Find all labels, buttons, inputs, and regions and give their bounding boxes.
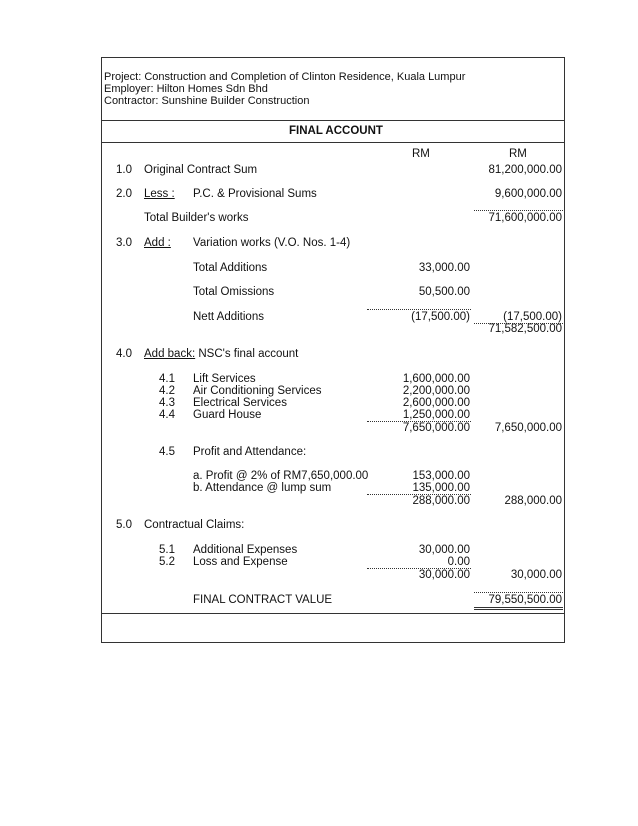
total-col2: 7,650,000.00 — [494, 422, 562, 434]
item-label: Nett Additions — [193, 311, 264, 323]
sub-number: 4.5 — [159, 446, 175, 458]
amount-col1: 33,000.00 — [418, 262, 470, 274]
amount-col1: 2,200,000.00 — [402, 385, 470, 397]
item-label: P.C. & Provisional Sums — [193, 188, 317, 200]
amount-col2: 9,600,000.00 — [494, 188, 562, 200]
double-rule — [474, 607, 563, 610]
sub-label: Lift Services — [193, 373, 256, 385]
amount-col1: 50,500.00 — [418, 286, 470, 298]
item-number: 5.0 — [116, 519, 132, 531]
dotted-rule — [474, 592, 563, 593]
amount-col1: 135,000.00 — [412, 482, 470, 494]
header-divider — [101, 120, 565, 121]
item-label: Total Builder's works — [144, 212, 249, 224]
subtotal-col2: 71,582,500.00 — [488, 323, 562, 335]
amount-col2: (17,500.00) — [503, 311, 562, 323]
sub-label: a. Profit @ 2% of RM7,650,000.00 — [193, 470, 369, 482]
amount-col2: 71,600,000.00 — [488, 212, 562, 224]
item-lead: Less : — [144, 188, 175, 200]
currency-col1: RM — [412, 148, 430, 160]
total-col1: 7,650,000.00 — [402, 422, 470, 434]
currency-col2: RM — [509, 148, 527, 160]
sub-label: Air Conditioning Services — [193, 385, 322, 397]
item-label — [144, 348, 298, 360]
sub-label: Electrical Services — [193, 397, 287, 409]
total-col2: 30,000.00 — [510, 569, 562, 581]
sub-number: 4.2 — [159, 385, 175, 397]
item-number: 3.0 — [116, 237, 132, 249]
page-title: FINAL ACCOUNT — [289, 125, 383, 137]
amount-col1: 0.00 — [447, 556, 470, 568]
dotted-rule — [474, 210, 563, 211]
sub-label: b. Attendance @ lump sum — [193, 482, 332, 494]
final-label: FINAL CONTRACT VALUE — [193, 594, 333, 606]
amount-col1: (17,500.00) — [411, 311, 470, 323]
item-label: Original Contract Sum — [144, 164, 258, 176]
amount-col1: 153,000.00 — [412, 470, 470, 482]
dotted-rule — [367, 309, 471, 310]
item-label: Variation works (V.O. Nos. 1-4) — [193, 237, 351, 249]
final-amount: 79,550,500.00 — [488, 594, 562, 606]
sub-number: 5.2 — [159, 556, 175, 568]
item-number: 4.0 — [116, 348, 132, 360]
amount-col1: 30,000.00 — [418, 544, 470, 556]
amount-col1: 1,250,000.00 — [402, 409, 470, 421]
item-number: 2.0 — [116, 188, 132, 200]
sub-label: Additional Expenses — [193, 544, 298, 556]
total-col2: 288,000.00 — [504, 495, 562, 507]
item-label-text: NSC's final account — [195, 348, 299, 360]
sub-label: Loss and Expense — [193, 556, 288, 568]
item-lead: Add back: — [144, 348, 196, 360]
sub-number: 4.3 — [159, 397, 175, 409]
total-col1: 288,000.00 — [412, 495, 470, 507]
amount-col1: 1,600,000.00 — [402, 373, 470, 385]
project-line: Project: Construction and Completion of Clinton Residence, Kuala Lumpur — [104, 71, 466, 83]
title-divider — [101, 142, 565, 143]
amount-col2: 81,200,000.00 — [488, 164, 562, 176]
employer-line: Employer: Hilton Homes Sdn Bhd — [104, 83, 268, 95]
item-label: Total Additions — [193, 262, 268, 274]
item-label: Contractual Claims: — [144, 519, 245, 531]
sub-number: 5.1 — [159, 544, 175, 556]
total-col1: 30,000.00 — [418, 569, 470, 581]
amount-col1: 2,600,000.00 — [402, 397, 470, 409]
item-lead: Add : — [144, 237, 171, 249]
sub-number: 4.4 — [159, 409, 175, 421]
bottom-divider — [101, 613, 565, 614]
sub-number: 4.1 — [159, 373, 175, 385]
item-label: Total Omissions — [193, 286, 275, 298]
item-number: 1.0 — [116, 164, 132, 176]
contractor-line: Contractor: Sunshine Builder Construction — [104, 95, 310, 107]
sub-label: Guard House — [193, 409, 262, 421]
sub-label: Profit and Attendance: — [193, 446, 307, 458]
